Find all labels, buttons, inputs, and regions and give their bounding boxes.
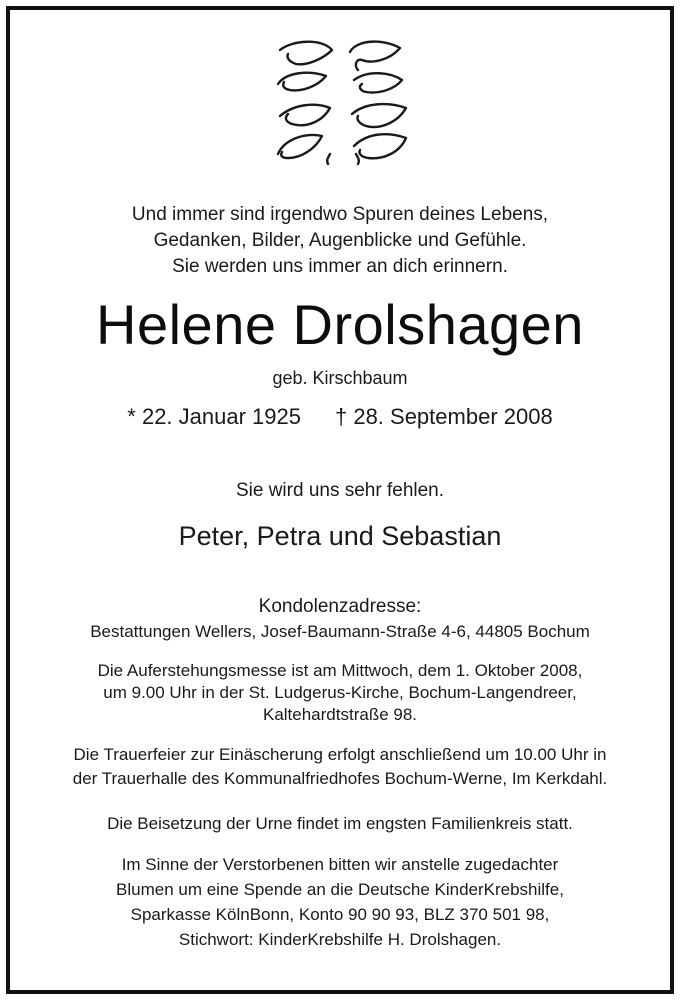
- leaf-branch-icon: [272, 36, 412, 166]
- funeral-line: der Trauerhalle des Kommunalfriedhofes Bochum-Werne, Im Kerkdahl.: [72, 769, 608, 788]
- verse-line: Und immer sind irgendwo Spuren deines Lebens,: [131, 204, 549, 225]
- maiden-name: geb. Kirschbaum: [272, 368, 408, 388]
- verse-line: Gedanken, Bilder, Augenblicke und Gefühle.: [153, 230, 527, 251]
- funeral-line: Die Trauerfeier zur Einäscherung erfolgt anschließend um 10.00 Uhr in: [73, 745, 607, 764]
- donation-line: Stichwort: KinderKrebshilfe H. Drolshagen.: [178, 930, 502, 949]
- condolence-address: Bestattungen Wellers, Josef-Baumann-Straße 4-6, 44805 Bochum: [90, 622, 590, 641]
- donation-line: Sparkasse KölnBonn, Konto 90 90 93, BLZ 370 501 98,: [130, 905, 550, 924]
- missed-line: Sie wird uns sehr fehlen.: [235, 480, 445, 501]
- mass-line: Kaltehardtstraße 98.: [262, 705, 418, 724]
- birth-date: * 22. Januar 1925: [127, 404, 301, 429]
- condolence-title: Kondolenzadresse:: [258, 596, 422, 617]
- mass-line: Die Auferstehungsmesse ist am Mittwoch, dem 1. Oktober 2008,: [97, 661, 583, 680]
- funeral-info: [0, 743, 680, 791]
- verse-line: Sie werden uns immer an dich erinnern.: [172, 256, 508, 277]
- mass-line: um 9.00 Uhr in der St. Ludgerus-Kirche, Bochum-Langendreer,: [103, 683, 577, 702]
- donation-line: Blumen um eine Spende an die Deutsche KinderKrebshilfe,: [116, 880, 564, 899]
- death-date: † 28. September 2008: [334, 404, 553, 429]
- life-dates: [0, 402, 680, 432]
- mass-info: [0, 660, 680, 726]
- donation-request: [0, 852, 680, 952]
- memorial-verse: [0, 202, 680, 280]
- mourning-family: Peter, Petra und Sebastian: [178, 521, 502, 551]
- deceased-name: Helene Drolshagen: [96, 293, 584, 356]
- burial-info: Die Beisetzung der Urne findet im engsten Familienkreis statt.: [107, 814, 573, 833]
- donation-line: Im Sinne der Verstorbenen bitten wir anstelle zugedachter: [121, 855, 559, 874]
